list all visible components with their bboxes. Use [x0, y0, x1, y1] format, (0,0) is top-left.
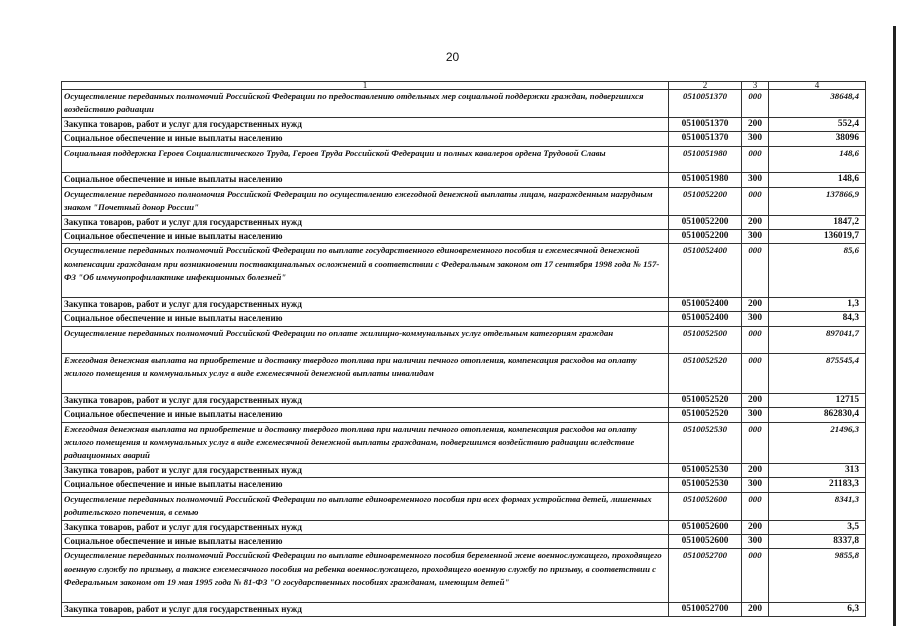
row-amount: 1847,2: [769, 215, 866, 229]
row-name: Социальная поддержка Героев Социалистического Труда, Героев Труда Российской Федерации и полных кавалеров ордена Трудовой Славы: [62, 146, 669, 173]
row-code: 0510052700: [669, 602, 742, 616]
header-col-4: 4: [769, 82, 866, 90]
header-col-2: 2: [669, 82, 742, 90]
row-code: 0510052400: [669, 312, 742, 326]
row-amount: 875545,4: [769, 353, 866, 393]
row-amount: 148,6: [769, 146, 866, 173]
header-col-1: 1: [62, 82, 669, 90]
row-expense-type: 000: [742, 187, 769, 215]
table-row: [62, 230, 866, 244]
table-row: [62, 90, 866, 118]
table-row: [62, 492, 866, 520]
row-expense-type: 200: [742, 602, 769, 616]
row-expense-type: 300: [742, 173, 769, 187]
row-name: Ежегодная денежная выплата на приобретение и доставку твердого топлива при наличии печного отопления, компенсация расходов на оплату жилого помещения и коммунальных услуг в виде ежемесячной денежной выплаты инвалидам: [62, 353, 669, 393]
row-amount: 38648,4: [769, 90, 866, 118]
row-amount: 85,6: [769, 244, 866, 298]
row-expense-type: 200: [742, 393, 769, 407]
table-row: [62, 146, 866, 173]
row-amount: 84,3: [769, 312, 866, 326]
row-name: Ежегодная денежная выплата на приобретение и доставку твердого топлива при наличии печного отопления, компенсация расходов на оплату жилого помещения и коммунальных услуг в виде ежемесячной денежной выплаты гражданам, подвергшимся воздействию радиации вследствие радиационных аварий: [62, 422, 669, 463]
row-expense-type: 300: [742, 408, 769, 422]
row-name: Социальное обеспечение и иные выплаты населению: [62, 132, 669, 146]
row-name: Закупка товаров, работ и услуг для государственных нужд: [62, 520, 669, 534]
row-name: Социальное обеспечение и иные выплаты населению: [62, 173, 669, 187]
row-name: Закупка товаров, работ и услуг для государственных нужд: [62, 215, 669, 229]
row-name: Социальное обеспечение и иные выплаты населению: [62, 408, 669, 422]
scan-edge-line: [893, 26, 896, 626]
row-amount: 9855,8: [769, 549, 866, 603]
table-row: [62, 187, 866, 215]
table-row: [62, 478, 866, 492]
row-code: 0510052200: [669, 187, 742, 215]
row-code: 0510052600: [669, 520, 742, 534]
row-name: Осуществление переданных полномочий Российской Федерации по выплате государственного единовременного пособия и ежемесячной денежной компенсации гражданам при возникновении поствакцинальных осложнений в соответствии с Федеральным законом от 17 сентября 1998 года № 157-ФЗ "Об иммунопрофилактике инфекционных болезней": [62, 244, 669, 298]
row-code: 0510051980: [669, 173, 742, 187]
row-amount: 313: [769, 463, 866, 477]
row-amount: 137866,9: [769, 187, 866, 215]
row-name: Социальное обеспечение и иные выплаты населению: [62, 230, 669, 244]
row-code: 0510051370: [669, 117, 742, 131]
page-number: 20: [445, 50, 460, 64]
row-code: 0510052600: [669, 534, 742, 548]
row-code: 0510051370: [669, 90, 742, 118]
row-amount: 8341,3: [769, 492, 866, 520]
row-name: Закупка товаров, работ и услуг для государственных нужд: [62, 463, 669, 477]
table-row: [62, 463, 866, 477]
table-row: [62, 117, 866, 131]
table-row: [62, 408, 866, 422]
row-expense-type: 000: [742, 353, 769, 393]
row-code: 0510052530: [669, 478, 742, 492]
table-row: [62, 353, 866, 393]
row-name: Социальное обеспечение и иные выплаты населению: [62, 312, 669, 326]
row-expense-type: 000: [742, 549, 769, 603]
row-amount: 862830,4: [769, 408, 866, 422]
row-name: Осуществление переданных полномочий Российской Федерации по оплате жилищно-коммунальных услуг отдельным категориям граждан: [62, 326, 669, 353]
row-code: 0510052700: [669, 549, 742, 603]
row-name: Закупка товаров, работ и услуг для государственных нужд: [62, 393, 669, 407]
row-name: Осуществление переданных полномочий Российской Федерации по выплате единовременного пособия при всех формах устройства детей, лишенных родительского попечения, в семью: [62, 492, 669, 520]
table-row: [62, 549, 866, 603]
row-code: 0510052530: [669, 463, 742, 477]
row-code: 0510052520: [669, 393, 742, 407]
row-name: Социальное обеспечение и иные выплаты населению: [62, 478, 669, 492]
row-expense-type: 300: [742, 230, 769, 244]
row-expense-type: 300: [742, 478, 769, 492]
row-amount: 136019,7: [769, 230, 866, 244]
row-expense-type: 000: [742, 492, 769, 520]
row-expense-type: 200: [742, 298, 769, 312]
row-code: 0510052600: [669, 492, 742, 520]
row-amount: 8337,8: [769, 534, 866, 548]
row-amount: 148,6: [769, 173, 866, 187]
row-code: 0510052520: [669, 408, 742, 422]
row-expense-type: 000: [742, 326, 769, 353]
row-code: 0510052530: [669, 422, 742, 463]
row-name: Закупка товаров, работ и услуг для государственных нужд: [62, 298, 669, 312]
row-code: 0510051370: [669, 132, 742, 146]
row-code: 0510052200: [669, 230, 742, 244]
budget-table: [61, 81, 866, 617]
budget-table-body: [62, 82, 866, 617]
row-expense-type: 200: [742, 463, 769, 477]
row-name: Закупка товаров, работ и услуг для государственных нужд: [62, 117, 669, 131]
table-row: [62, 298, 866, 312]
row-code: 0510052400: [669, 244, 742, 298]
row-code: 0510051980: [669, 146, 742, 173]
table-row: [62, 173, 866, 187]
row-amount: 6,3: [769, 602, 866, 616]
row-expense-type: 200: [742, 520, 769, 534]
row-name: Закупка товаров, работ и услуг для государственных нужд: [62, 602, 669, 616]
table-row: [62, 132, 866, 146]
row-amount: 21183,3: [769, 478, 866, 492]
header-col-3: 3: [742, 82, 769, 90]
table-row: [62, 393, 866, 407]
row-expense-type: 300: [742, 534, 769, 548]
row-amount: 552,4: [769, 117, 866, 131]
row-name: Осуществление переданных полномочий Российской Федерации по выплате единовременного пособия беременной жене военнослужащего, проходящего военную службу по призыву, а также ежемесячного пособия на ребенка военнослужащего, проходящего военную службу по призыву, в соответствии с Федеральным законом от 19 мая 1995 года № 81-ФЗ "О государственных пособиях гражданам, имеющим детей": [62, 549, 669, 603]
row-expense-type: 200: [742, 215, 769, 229]
row-expense-type: 000: [742, 422, 769, 463]
row-code: 0510052520: [669, 353, 742, 393]
table-row: [62, 312, 866, 326]
row-amount: 12715: [769, 393, 866, 407]
row-expense-type: 000: [742, 90, 769, 118]
row-amount: 1,3: [769, 298, 866, 312]
table-row: [62, 244, 866, 298]
row-expense-type: 000: [742, 244, 769, 298]
table-row: [62, 326, 866, 353]
row-amount: 897041,7: [769, 326, 866, 353]
row-name: Социальное обеспечение и иные выплаты населению: [62, 534, 669, 548]
row-expense-type: 000: [742, 146, 769, 173]
table-row: [62, 534, 866, 548]
row-amount: 3,5: [769, 520, 866, 534]
row-code: 0510052500: [669, 326, 742, 353]
row-amount: 21496,3: [769, 422, 866, 463]
row-code: 0510052200: [669, 215, 742, 229]
row-amount: 38096: [769, 132, 866, 146]
row-code: 0510052400: [669, 298, 742, 312]
row-expense-type: 300: [742, 132, 769, 146]
row-expense-type: 200: [742, 117, 769, 131]
table-row: [62, 602, 866, 616]
table-row: [62, 215, 866, 229]
row-expense-type: 300: [742, 312, 769, 326]
row-name: Осуществление переданного полномочия Российской Федерации по осуществлению ежегодной денежной выплаты лицам, награжденным нагрудным знаком "Почетный донор России": [62, 187, 669, 215]
table-row: [62, 520, 866, 534]
row-name: Осуществление переданных полномочий Российской Федерации по предоставлению отдельных мер социальной поддержки граждан, подвергшихся воздействию радиации: [62, 90, 669, 118]
table-row: [62, 422, 866, 463]
header-row: [62, 82, 866, 90]
